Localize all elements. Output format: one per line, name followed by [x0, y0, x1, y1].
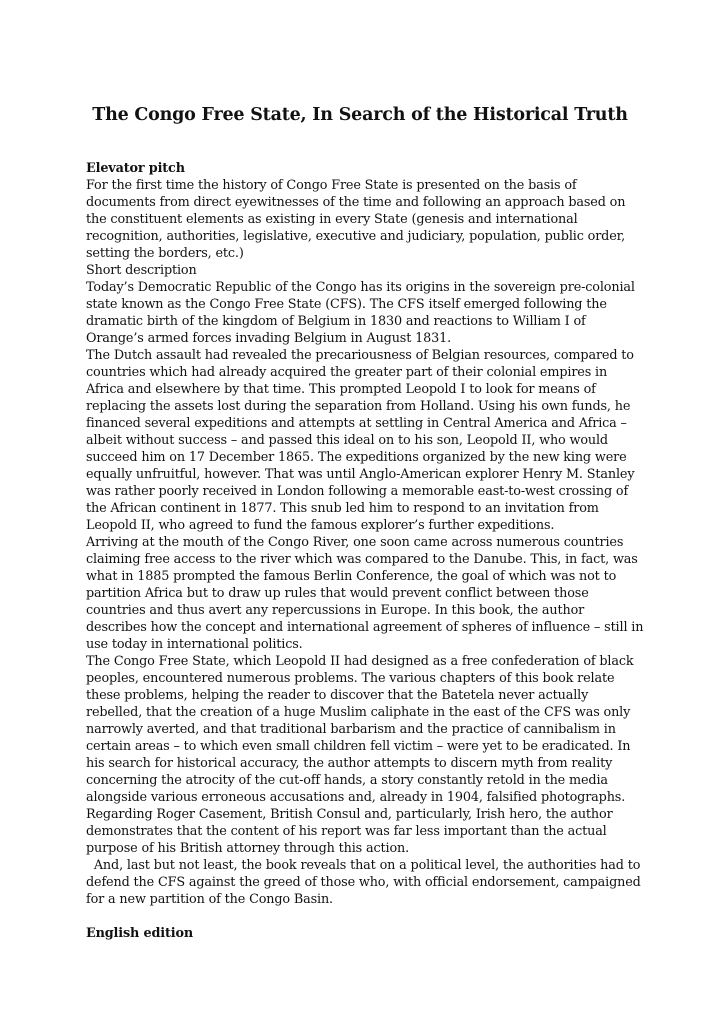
paragraph-origins: Today’s Democratic Republic of the Congo has its origins in the sovereign pre-colonial state known as the Congo Free State (CFS). The CFS itself emerged following the dramatic birth of the kingdom of Belgium in 1830 and reactions to William I of Orange’s armed forces invading Belgium in August 1831. — [86, 280, 635, 346]
elevator-pitch-text: For the first time the history of Congo Free State is presented on the basis of documents from direct eyewitnesses of the time and following an approach based on the constituent elements as existing in every State (genesis and international recognition, authorities, legislative, executive and judiciary, population, public order, setting the borders, etc.) — [86, 178, 626, 261]
document-body — [86, 160, 646, 942]
document-title: The Congo Free State, In Search of the Historical Truth — [92, 105, 628, 125]
paragraph-free-state-problems: The Congo Free State, which Leopold II had designed as a free confederation of black peoples, encountered numerous problems. The various chapters of this book relate these problems, helping the reader to discover that the Batetela never actually rebelled, that the creation of a huge Muslim caliphate in the east of the CFS was only narrowly averted, and that traditional barbarism and the practice of cannibalism in certain areas – to which even small children fell victim – were yet to be eradicated. In his search for historical accuracy, the author attempts to discern myth from reality concerning the atrocity of the cut-off hands, a story constantly retold in the media alongside various erroneous accusations and, already in 1904, falsified photographs. Regarding Roger Casement, British Consul and, particularly, Irish hero, the author demonstrates that the content of his report was far less important than the actual purpose of his British attorney through this action. — [86, 654, 634, 856]
elevator-pitch-heading: Elevator pitch — [86, 161, 185, 176]
english-edition-heading: English edition — [86, 926, 194, 941]
paragraph-dutch-assault: The Dutch assault had revealed the precariousness of Belgian resources, compared to countries which had already acquired the greater part of their colonial empires in Africa and elsewhere by that time. This prompted Leopold I to look for means of replacing the assets lost during the separation from Holland. Using his own funds, he financed several expeditions and attempts at settling in Central America and Africa – albeit without success – and passed this ideal on to his son, Leopold II, who would succeed him on 17 December 1865. The expeditions organized by the new king were equally unfruitful, however. That was until Anglo-American explorer Henry M. Stanley was rather poorly received in London following a memorable east-to-west crossing of the African continent in 1877. This snub led him to respond to an invitation from Leopold II, who agreed to fund the famous explorer’s further expeditions. — [86, 348, 635, 533]
paragraph-congo-river: Arriving at the mouth of the Congo River, one soon came across numerous countries claiming free access to the river which was compared to the Danube. This, in fact, was what in 1885 prompted the famous Berlin Conference, the goal of which was not to partition Africa but to draw up rules that would prevent conflict between those countries and thus avert any repercussions in Europe. In this book, the author describes how the concept and international agreement of spheres of influence – still in use today in international politics. — [86, 535, 644, 652]
paragraph-conclusion: And, last but not least, the book reveals that on a political level, the authorities had to defend the CFS against the greed of those who, with official endorsement, campaigned for a new partition of the Congo Basin. — [86, 858, 645, 907]
blank-line — [86, 908, 646, 925]
short-description-heading: Short description — [86, 263, 197, 278]
